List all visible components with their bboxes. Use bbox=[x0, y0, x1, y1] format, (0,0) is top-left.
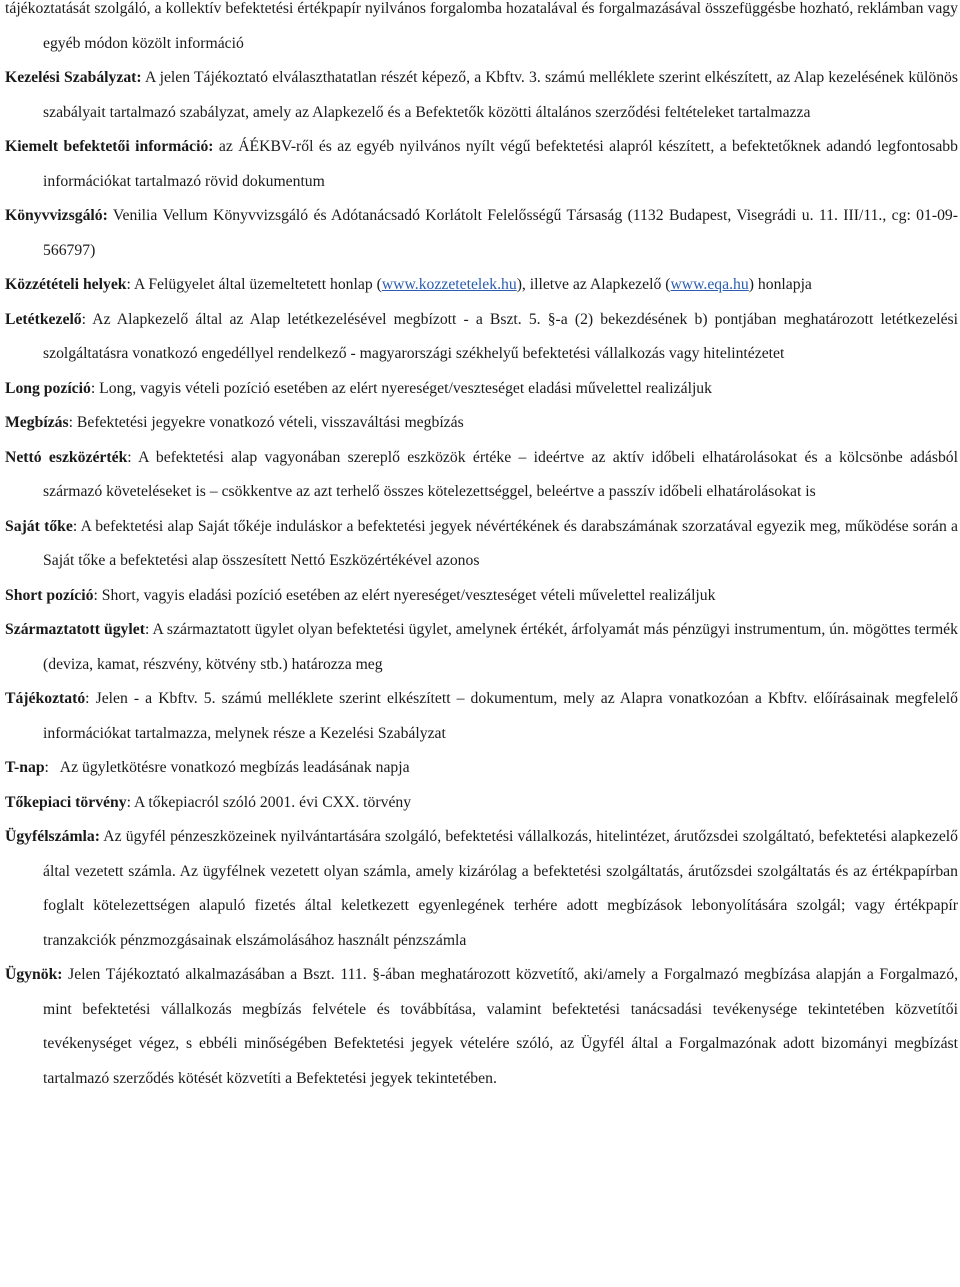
definition-body: : A származtatott ügylet olyan befektetési ügylet, amelynek értékét, árfolyamát más pénzügyi instrumentum, ún. mögöttes termék (deviza, kamat, részvény, kötvény stb.) határozza meg bbox=[43, 621, 958, 673]
definition-body: : Az ügyletkötésre vonatkozó megbízás leadásának napja bbox=[44, 759, 410, 776]
definition-entry-kozzeteteli-helyek bbox=[0, 268, 960, 303]
definition-body: : A befektetési alap vagyonában szereplő eszközök értéke – ideértve az aktív időbeli elhatárolásokat és a kölcsönbe adásból származó követeléseket is – csökkentve az azt terhelő összes kötelezettséggel, beleértve a passzív időbeli elhatárolásokat is bbox=[43, 448, 958, 500]
definition-body: Venilia Vellum Könyvvizsgáló és Adótanácsadó Korlátolt Felelősségű Társaság (1132 Budapest, Visegrádi u. 11. III/11., cg: 01-09-566797) bbox=[43, 207, 958, 259]
definition-entry-szarmaztatott-ugylet bbox=[0, 613, 960, 682]
definition-entry-long-pozicio bbox=[0, 372, 960, 407]
definition-term: Megbízás bbox=[5, 414, 69, 431]
kozzetetelek-link[interactable]: www.kozzetetelek.hu bbox=[381, 276, 517, 293]
definition-entry-short-pozicio bbox=[0, 579, 960, 614]
definition-body: tájékoztatását szolgáló, a kollektív befektetési értékpapír nyilvános forgalomba hozatalával és forgalmazásával összefüggésbe hozható, reklámban vagy egyéb módon közölt információ bbox=[5, 0, 958, 52]
definition-body: az ÁÉKBV-ről és az egyéb nyilvános nyílt végű befektetési alapról készített, a befektetőknek adandó legfontosabb információkat tartalmazó rövid dokumentum bbox=[43, 138, 958, 190]
definition-entry-reklam bbox=[0, 0, 960, 61]
definition-term: Könyvvizsgáló: bbox=[5, 207, 108, 224]
definition-body: Jelen Tájékoztató alkalmazásában a Bszt. 111. §-ában meghatározott közvetítő, aki/amely a Forgalmazó megbízása alapján a Forgalmazó, mint befektetési vállalkozás megbízás felvétele és továbbítása, valamint befektetési tanácsadási tevékenysége tekintetében közvetítői tevékenységet végez, s ebbéli minőségében Befektetési jegyek vételére szóló, az Ügyfél által a Forgalmazónak adott bizományi megbízást tartalmazó szerződés kötését közvetíti a Befektetési jegyek tekintetében. bbox=[43, 966, 958, 1087]
definition-body: A jelen Tájékoztató elválaszthatatlan részét képező, a Kbftv. 3. számú melléklete szerint elkészített, az Alap kezelésének különös szabályait tartalmazó szabályzat, amely az Alapkezelő és a Befektetők közötti általános szerződési feltételeket tartalmazza bbox=[43, 69, 958, 121]
definition-entry-tajekoztato bbox=[0, 682, 960, 751]
definition-entry-ugynok bbox=[0, 958, 960, 1096]
definition-body: : Short, vagyis eladási pozíció esetében az elért nyereséget/veszteséget vételi művelettel realizáljuk bbox=[93, 586, 716, 604]
definition-entry-letetkezelo bbox=[0, 303, 960, 372]
definition-body: : Long, vagyis vételi pozíció esetében az elért nyereséget/veszteséget eladási művelettel realizáljuk bbox=[90, 379, 712, 397]
definition-body: : A befektetési alap Saját tőkéje induláskor a befektetési jegyek névértékének és darabszámának szorzatával egyezik meg, működése során a Saját tőke a befektetési alap összesített Nettó Eszközértékével azonos bbox=[43, 517, 958, 569]
definition-body: ) honlapja bbox=[748, 276, 812, 293]
definition-term: Tájékoztató bbox=[5, 690, 86, 707]
definition-term: Ügyfélszámla: bbox=[5, 828, 100, 845]
definition-body: : A Felügyelet által üzemeltetett honlap ( bbox=[126, 276, 382, 293]
definition-body: : Befektetési jegyekre vonatkozó vételi, visszaváltási megbízás bbox=[68, 414, 464, 431]
definition-term: Tőkepiaci törvény bbox=[5, 793, 127, 811]
definition-entry-t-nap bbox=[0, 751, 960, 786]
definition-term: Long pozíció bbox=[5, 379, 91, 397]
definition-body: ), illetve az Alapkezelő ( bbox=[516, 276, 671, 293]
definition-body: : Az Alapkezelő által az Alap letétkezelésével megbízott - a Bszt. 5. §-a (2) bekezdésének b) pontjában meghatározott letétkezelési szolgáltatásra vonatkozó engedéllyel rendelkező - magyarországi székhelyű befektetési vállalkozás vagy hitelintézetet bbox=[43, 310, 958, 362]
definition-term: Ügynök: bbox=[5, 966, 63, 983]
definition-entry-tokepiaci-torveny bbox=[0, 786, 960, 821]
definition-entry-konyvvizsgalo bbox=[0, 199, 960, 268]
definition-term: Származtatott ügylet bbox=[5, 621, 145, 638]
definition-term: Kiemelt befektetői információ: bbox=[5, 138, 214, 155]
definition-entry-kezelesi-szabalyzat bbox=[0, 61, 960, 130]
definition-term: Közzétételi helyek bbox=[5, 276, 127, 293]
definition-body: : Jelen - a Kbftv. 5. számú melléklete szerint elkészített – dokumentum, mely az Alapra vonatkozóan a Kbftv. előírásainak megfelelő információkat tartalmazza, melynek része a Kezelési Szabályzat bbox=[43, 690, 958, 742]
definition-entry-ugyfelszamla bbox=[0, 820, 960, 958]
definition-term: Kezelési Szabályzat: bbox=[5, 69, 142, 86]
definition-entry-kiemelt-informacio bbox=[0, 130, 960, 199]
definition-body: : A tőkepiacról szóló 2001. évi CXX. törvény bbox=[126, 793, 412, 811]
definition-entry-netto-eszkozertek bbox=[0, 441, 960, 510]
definition-term: Letétkezelő bbox=[5, 310, 82, 328]
eqa-link[interactable]: www.eqa.hu bbox=[670, 276, 749, 293]
definition-term: T-nap bbox=[5, 759, 45, 776]
definition-body: Az ügyfél pénzeszközeinek nyilvántartására szolgáló, befektetési vállalkozás, hitelintézet, árutőzsdei szolgáltató, befektetési alapkezelő által vezetett számla. Az ügyfélnek vezetett olyan számla, amely kizárólag a befektetési szolgáltatás, árutőzsdei szolgáltatás és az értékpapírban foglalt kötelezettségen alapuló fizetés által keletkezett egyenlegének terhére adott megbízások lebonyolítására szolgál; vagy értékpapír tranzakciók pénzmozgásainak elszámolásához használt pénzszámla bbox=[43, 828, 958, 949]
definition-term: Nettó eszközérték bbox=[5, 448, 128, 466]
definition-entry-sajat-toke bbox=[0, 510, 960, 579]
definition-entry-megbizas bbox=[0, 406, 960, 441]
definition-term: Saját tőke bbox=[5, 517, 73, 535]
definition-term: Short pozíció bbox=[5, 586, 94, 604]
